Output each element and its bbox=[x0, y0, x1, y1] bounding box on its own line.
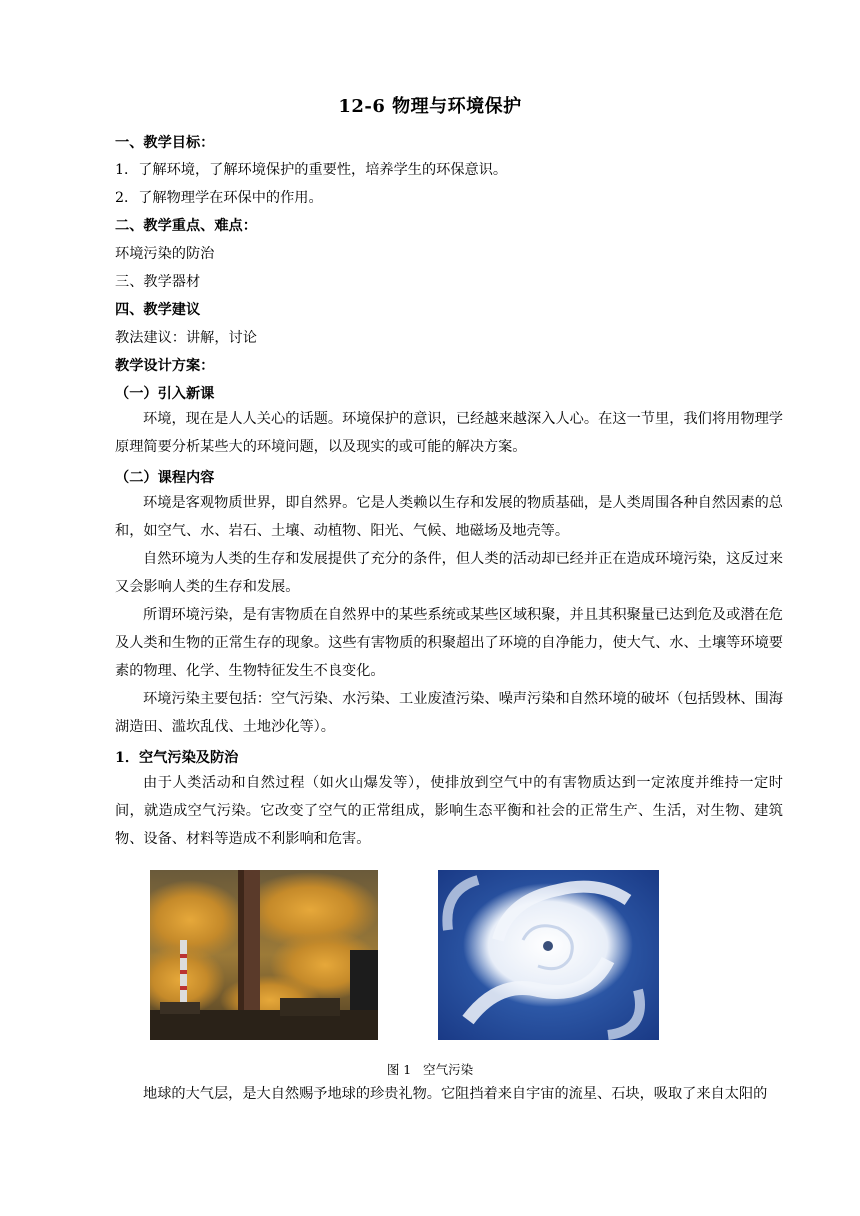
figure-caption: 图 1 空气污染 bbox=[386, 1062, 474, 1077]
section-heading-keypoints: 二、教学重点、难点： bbox=[115, 218, 257, 234]
section-heading-objectives: 一、教学目标： bbox=[115, 135, 215, 151]
section-heading-suggestions: 四、教学建议 bbox=[115, 302, 201, 318]
part-heading-introduction: （一）引入新课 bbox=[115, 386, 215, 402]
paragraph-environment: 环境是客观物质世界，即自然界。它是人类赖以生存和发展的物质基础，是人类周围各种自然因素的总和，如空气、水、岩石、土壤、动植物、阳光、气候、地磁场及地壳等。 bbox=[115, 495, 783, 539]
hurricane-illustration bbox=[438, 870, 659, 1040]
objective-2: 2．了解物理学在环保中的作用。 bbox=[115, 190, 323, 206]
page-title: 12-6 物理与环境保护 bbox=[338, 96, 522, 117]
part-heading-content: （二）课程内容 bbox=[115, 470, 215, 486]
keypoints-text: 环境污染的防治 bbox=[115, 246, 215, 262]
suggestions-text: 教法建议：讲解，讨论 bbox=[115, 330, 257, 346]
paragraph-atmosphere: 地球的大气层，是大自然赐予地球的珍贵礼物。它阻挡着来自宇宙的流星、石块，吸取了来自太阳的 bbox=[143, 1086, 768, 1102]
paragraph-natural-environment: 自然环境为人类的生存和发展提供了充分的条件，但人类的活动却已经并正在造成环境污染，这反过来又会影响人类的生存和发展。 bbox=[115, 551, 783, 595]
objective-1: 1．了解环境，了解环境保护的重要性，培养学生的环保意识。 bbox=[115, 162, 508, 178]
hurricane-image bbox=[438, 870, 659, 1040]
factory-smoke-illustration bbox=[150, 870, 378, 1040]
section-heading-equipment: 三、教学器材 bbox=[115, 274, 201, 290]
paragraph-pollution-definition: 所谓环境污染，是有害物质在自然界中的某些系统或某些区域积聚，并且其积聚量已达到危及或潜在危及人类和生物的正常生存的现象。这些有害物质的积聚超出了环境的自净能力，使大气、水、土壤等环境要素的物理、化学、生物特征发生不良变化。 bbox=[115, 607, 783, 679]
factory-smoke-image bbox=[150, 870, 378, 1040]
design-heading: 教学设计方案： bbox=[115, 358, 215, 374]
paragraph-pollution-types: 环境污染主要包括：空气污染、水污染、工业废渣污染、噪声污染和自然环境的破坏（包括毁林、围海湖造田、滥坎乱伐、土地沙化等）。 bbox=[115, 691, 783, 735]
paragraph-introduction: 环境，现在是人人关心的话题。环境保护的意识，已经越来越深入人心。在这一节里，我们将用物理学原理简要分析某些大的环境问题，以及现实的或可能的解决方案。 bbox=[115, 411, 783, 455]
paragraph-air-pollution: 由于人类活动和自然过程（如火山爆发等），使排放到空气中的有害物质达到一定浓度并维持一定时间，就造成空气污染。它改变了空气的正常组成，影响生态平衡和社会的正常生产、生活，对生物、建筑物、设备、材料等造成不利影响和危害。 bbox=[115, 775, 783, 847]
subsection-heading-air: 1．空气污染及防治 bbox=[115, 750, 239, 766]
